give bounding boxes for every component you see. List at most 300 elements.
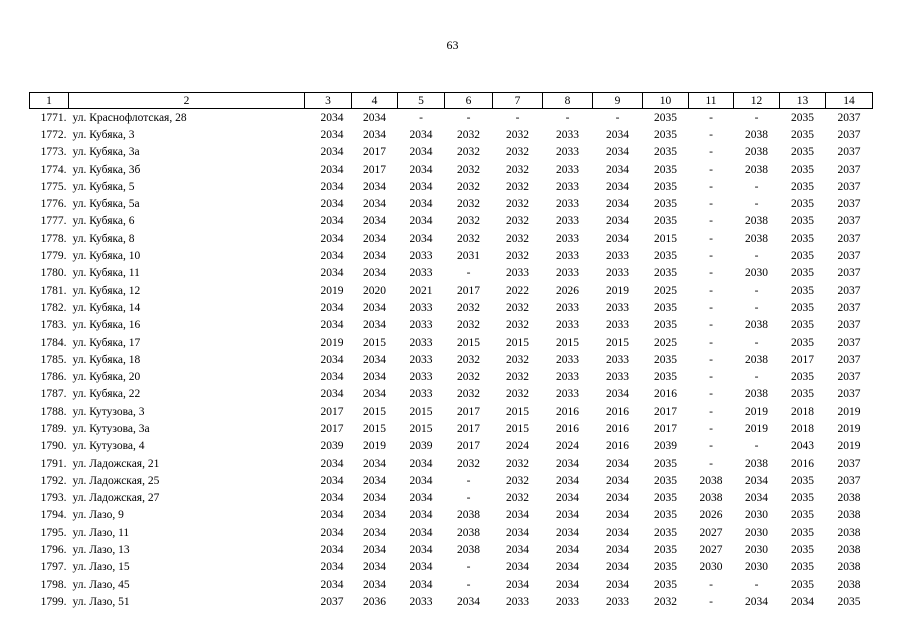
value-cell: 2034 xyxy=(606,232,629,245)
table-row xyxy=(30,403,873,420)
value-cell: 2035 xyxy=(791,336,814,349)
address-cell: ул. Лазо, 13 xyxy=(72,544,130,557)
value-cell: - xyxy=(754,440,759,453)
value-cell: 2038 xyxy=(837,526,861,539)
value-cell: 2034 xyxy=(506,509,529,522)
value-cell: 2034 xyxy=(320,561,344,574)
value-cell: 2034 xyxy=(320,128,344,141)
value-cell: 2034 xyxy=(363,180,386,193)
value-cell: 2037 xyxy=(837,163,861,176)
value-cell: 2034 xyxy=(320,319,344,332)
value-cell: 2032 xyxy=(457,301,480,314)
value-cell: 2017 xyxy=(363,163,386,176)
address-cell: ул. Кубяка, 5а xyxy=(72,198,140,211)
value-cell: 2034 xyxy=(363,232,386,245)
value-cell: 2035 xyxy=(654,128,677,141)
address-cell: ул. Краснофлотская, 28 xyxy=(72,111,187,124)
value-cell: 2034 xyxy=(409,215,433,228)
row-number-cell: 1772. xyxy=(40,128,67,141)
value-cell: 2034 xyxy=(606,146,629,159)
table-row xyxy=(30,524,873,541)
address-cell: ул. Кубяка, 5 xyxy=(72,180,135,193)
value-cell: 2033 xyxy=(606,301,629,314)
value-cell: 2021 xyxy=(409,284,433,297)
value-cell: 2033 xyxy=(556,250,579,263)
value-cell: 2034 xyxy=(363,526,386,539)
value-cell: 2033 xyxy=(556,388,579,401)
value-cell: 2035 xyxy=(791,578,814,591)
value-cell: 2038 xyxy=(837,544,861,557)
value-cell: 2037 xyxy=(837,128,861,141)
column-header-row-group xyxy=(30,93,873,109)
value-cell: 2035 xyxy=(654,146,677,159)
value-cell: - xyxy=(754,371,759,384)
value-cell: 2032 xyxy=(506,128,529,141)
value-cell: 2034 xyxy=(606,163,629,176)
page-number: 63 xyxy=(446,38,459,52)
table-row xyxy=(30,195,873,212)
value-cell: 2032 xyxy=(506,371,529,384)
value-cell: 2038 xyxy=(745,128,768,141)
value-cell: 2035 xyxy=(791,526,814,539)
address-cell: ул. Кубяка, 11 xyxy=(72,267,140,280)
value-cell: 2035 xyxy=(791,284,814,297)
table-row xyxy=(30,368,873,385)
value-cell: 2037 xyxy=(837,353,861,366)
value-cell: 2017 xyxy=(457,422,480,435)
value-cell: 2035 xyxy=(654,180,677,193)
value-cell: 2016 xyxy=(606,422,629,435)
column-header: 10 xyxy=(643,93,689,109)
value-cell: 2020 xyxy=(363,284,386,297)
value-cell: 2034 xyxy=(320,509,344,522)
value-cell: - xyxy=(754,198,759,211)
value-cell: - xyxy=(709,422,713,435)
value-cell: - xyxy=(709,111,713,124)
column-header: 5 xyxy=(398,93,445,109)
value-cell: 2034 xyxy=(506,578,529,591)
value-cell: 2032 xyxy=(506,474,529,487)
row-number-cell: 1784. xyxy=(40,336,67,349)
value-cell: 2034 xyxy=(363,198,386,211)
value-cell: 2015 xyxy=(606,336,629,349)
value-cell: 2032 xyxy=(457,146,480,159)
value-cell: 2035 xyxy=(791,180,814,193)
value-cell: 2032 xyxy=(457,457,480,470)
value-cell: 2016 xyxy=(791,457,814,470)
value-cell: 2035 xyxy=(791,509,814,522)
value-cell: 2034 xyxy=(409,544,433,557)
value-cell: 2039 xyxy=(654,440,677,453)
value-cell: 2033 xyxy=(556,232,579,245)
value-cell: - xyxy=(754,336,759,349)
value-cell: 2035 xyxy=(791,561,814,574)
value-cell: 2038 xyxy=(745,457,768,470)
value-cell: 2035 xyxy=(654,163,677,176)
row-number-cell: 1797. xyxy=(40,561,67,574)
value-cell: 2034 xyxy=(363,301,386,314)
value-cell: 2019 xyxy=(745,405,768,418)
value-cell: 2034 xyxy=(556,457,579,470)
address-cell: ул. Лазо, 15 xyxy=(72,561,130,574)
value-cell: - xyxy=(754,250,759,263)
value-cell: 2032 xyxy=(457,163,480,176)
value-cell: 2035 xyxy=(791,250,814,263)
value-cell: 2034 xyxy=(606,180,629,193)
value-cell: 2034 xyxy=(320,198,344,211)
value-cell: 2032 xyxy=(457,198,480,211)
value-cell: 2035 xyxy=(654,492,677,505)
row-number-cell: 1789. xyxy=(40,422,67,435)
value-cell: 2034 xyxy=(556,561,579,574)
value-cell: 2034 xyxy=(363,111,386,124)
table-row xyxy=(30,490,873,507)
value-cell: 2037 xyxy=(837,284,861,297)
value-cell: 2037 xyxy=(837,267,861,280)
value-cell: 2034 xyxy=(409,163,433,176)
value-cell: 2033 xyxy=(606,353,629,366)
table-row xyxy=(30,438,873,455)
value-cell: - xyxy=(515,111,520,124)
value-cell: 2034 xyxy=(409,128,433,141)
value-cell: 2022 xyxy=(506,284,529,297)
value-cell: - xyxy=(709,250,713,263)
value-cell: 2035 xyxy=(791,492,814,505)
value-cell: 2034 xyxy=(320,180,344,193)
address-cell: ул. Кутузова, 3 xyxy=(72,405,145,418)
value-cell: 2034 xyxy=(606,128,629,141)
value-cell: 2034 xyxy=(320,544,344,557)
value-cell: 2034 xyxy=(606,388,629,401)
value-cell: 2015 xyxy=(556,336,579,349)
value-cell: 2016 xyxy=(556,422,579,435)
value-cell: 2033 xyxy=(556,267,579,280)
value-cell: 2043 xyxy=(791,440,814,453)
column-header: 11 xyxy=(689,93,734,109)
value-cell: 2032 xyxy=(506,146,529,159)
value-cell: 2033 xyxy=(556,353,579,366)
value-cell: 2038 xyxy=(699,474,723,487)
value-cell: - xyxy=(754,301,759,314)
value-cell: 2033 xyxy=(556,198,579,211)
value-cell: 2034 xyxy=(409,526,433,539)
value-cell: 2034 xyxy=(409,474,433,487)
value-cell: 2015 xyxy=(506,405,529,418)
address-cell: ул. Лазо, 11 xyxy=(72,526,130,539)
address-cell: ул. Кубяка, 10 xyxy=(72,250,141,263)
value-cell: 2035 xyxy=(791,146,814,159)
address-cell: ул. Кубяка, 18 xyxy=(72,353,141,366)
value-cell: 2038 xyxy=(745,353,768,366)
value-cell: 2033 xyxy=(409,388,433,401)
value-cell: 2033 xyxy=(556,128,579,141)
value-cell: 2033 xyxy=(409,301,433,314)
value-cell: 2034 xyxy=(745,595,768,608)
value-cell: 2032 xyxy=(506,215,529,228)
address-cell: ул. Кубяка, 12 xyxy=(72,284,141,297)
value-cell: 2024 xyxy=(506,440,529,453)
value-cell: 2034 xyxy=(606,509,629,522)
value-cell: 2032 xyxy=(506,198,529,211)
value-cell: 2035 xyxy=(791,215,814,228)
row-number-cell: 1778. xyxy=(40,232,67,245)
value-cell: 2033 xyxy=(506,267,529,280)
value-cell: 2031 xyxy=(457,250,480,263)
value-cell: 2038 xyxy=(745,215,768,228)
row-number-cell: 1780. xyxy=(40,267,67,280)
value-cell: 2037 xyxy=(837,198,861,211)
value-cell: 2033 xyxy=(556,180,579,193)
row-number-cell: 1787. xyxy=(40,388,67,401)
value-cell: - xyxy=(754,578,759,591)
value-cell: 2032 xyxy=(457,371,480,384)
row-number-cell: 1799. xyxy=(40,595,67,608)
column-header: 7 xyxy=(493,93,543,109)
value-cell: 2037 xyxy=(837,388,861,401)
address-cell: ул. Кутузова, 4 xyxy=(72,440,145,453)
row-number-cell: 1773. xyxy=(40,146,67,159)
value-cell: 2033 xyxy=(506,595,529,608)
value-cell: - xyxy=(709,301,713,314)
value-cell: - xyxy=(615,111,620,124)
value-cell: 2035 xyxy=(791,198,814,211)
table-row xyxy=(30,126,873,143)
value-cell: - xyxy=(709,198,713,211)
column-header: 3 xyxy=(305,93,352,109)
value-cell: 2034 xyxy=(363,215,386,228)
value-cell: 2034 xyxy=(791,595,814,608)
value-cell: 2033 xyxy=(409,371,433,384)
value-cell: 2034 xyxy=(363,457,386,470)
table-row xyxy=(30,161,873,178)
value-cell: 2032 xyxy=(506,492,529,505)
table-row xyxy=(30,351,873,368)
value-cell: 2034 xyxy=(320,371,344,384)
value-cell: 2035 xyxy=(654,353,677,366)
value-cell: 2035 xyxy=(654,371,677,384)
row-number-cell: 1779. xyxy=(40,250,67,263)
value-cell: 2015 xyxy=(409,422,433,435)
value-cell: 2037 xyxy=(320,595,344,608)
value-cell: 2037 xyxy=(837,215,861,228)
value-cell: 2035 xyxy=(654,198,677,211)
value-cell: 2032 xyxy=(506,163,529,176)
value-cell: 2034 xyxy=(556,474,579,487)
value-cell: 2032 xyxy=(457,353,480,366)
value-cell: - xyxy=(709,215,713,228)
value-cell: 2037 xyxy=(837,232,861,245)
value-cell: 2034 xyxy=(409,146,433,159)
value-cell: 2018 xyxy=(791,405,814,418)
table-row xyxy=(30,420,873,437)
table-row xyxy=(30,317,873,334)
value-cell: 2038 xyxy=(837,509,861,522)
value-cell: 2034 xyxy=(363,474,386,487)
value-cell: 2034 xyxy=(409,198,433,211)
value-cell: 2034 xyxy=(606,544,629,557)
value-cell: 2035 xyxy=(654,215,677,228)
value-cell: 2032 xyxy=(506,301,529,314)
value-cell: 2038 xyxy=(837,561,861,574)
value-cell: 2030 xyxy=(745,526,768,539)
value-cell: 2017 xyxy=(791,353,814,366)
value-cell: - xyxy=(709,128,713,141)
value-cell: 2017 xyxy=(363,146,386,159)
value-cell: 2033 xyxy=(556,163,579,176)
value-cell: 2032 xyxy=(506,250,529,263)
value-cell: 2026 xyxy=(556,284,579,297)
value-cell: 2035 xyxy=(791,388,814,401)
value-cell: 2017 xyxy=(320,422,344,435)
row-number-cell: 1798. xyxy=(40,578,67,591)
value-cell: 2030 xyxy=(745,509,768,522)
value-cell: 2032 xyxy=(457,128,480,141)
address-cell: ул. Кубяка, 17 xyxy=(72,336,141,349)
value-cell: 2034 xyxy=(363,388,386,401)
value-cell: 2034 xyxy=(409,457,433,470)
value-cell: - xyxy=(709,232,713,245)
value-cell: 2033 xyxy=(606,595,629,608)
address-cell: ул. Кубяка, 16 xyxy=(72,319,141,332)
value-cell: 2032 xyxy=(457,319,480,332)
value-cell: 2035 xyxy=(791,128,814,141)
value-cell: 2035 xyxy=(654,457,677,470)
value-cell: 2017 xyxy=(457,440,480,453)
value-cell: 2033 xyxy=(409,353,433,366)
value-cell: 2034 xyxy=(363,561,386,574)
value-cell: - xyxy=(466,578,471,591)
value-cell: 2038 xyxy=(745,146,768,159)
address-cell: ул. Лазо, 9 xyxy=(72,509,124,522)
value-cell: - xyxy=(709,336,713,349)
table-row xyxy=(30,507,873,524)
value-cell: - xyxy=(709,457,713,470)
value-cell: 2032 xyxy=(506,319,529,332)
value-cell: - xyxy=(466,474,471,487)
value-cell: 2035 xyxy=(654,250,677,263)
value-cell: 2034 xyxy=(556,526,579,539)
value-cell: 2038 xyxy=(837,492,861,505)
value-cell: 2039 xyxy=(409,440,433,453)
value-cell: 2034 xyxy=(363,371,386,384)
value-cell: 2034 xyxy=(506,526,529,539)
value-cell: - xyxy=(466,561,471,574)
table-row xyxy=(30,144,873,161)
value-cell: - xyxy=(419,111,423,124)
row-number-cell: 1782. xyxy=(40,301,67,314)
value-cell: 2038 xyxy=(745,163,768,176)
value-cell: 2035 xyxy=(791,544,814,557)
value-cell: - xyxy=(709,371,713,384)
value-cell: 2034 xyxy=(320,215,344,228)
value-cell: - xyxy=(754,180,759,193)
value-cell: 2034 xyxy=(556,509,579,522)
value-cell: 2034 xyxy=(363,353,386,366)
value-cell: 2019 xyxy=(745,422,768,435)
value-cell: 2019 xyxy=(606,284,629,297)
value-cell: 2030 xyxy=(745,561,768,574)
value-cell: 2018 xyxy=(791,422,814,435)
table-row xyxy=(30,213,873,230)
address-cell: ул. Кубяка, 3 xyxy=(72,128,135,141)
table-row xyxy=(30,472,873,489)
row-number-cell: 1774. xyxy=(40,163,67,176)
value-cell: 2033 xyxy=(556,595,579,608)
address-cell: ул. Кубяка, 3б xyxy=(72,163,141,176)
value-cell: 2034 xyxy=(409,232,433,245)
value-cell: 2034 xyxy=(320,232,344,245)
table-body xyxy=(30,109,873,611)
value-cell: 2037 xyxy=(837,180,861,193)
column-header: 8 xyxy=(543,93,593,109)
table-row xyxy=(30,593,873,610)
value-cell: 2032 xyxy=(457,180,480,193)
value-cell: 2016 xyxy=(606,405,629,418)
value-cell: 2034 xyxy=(320,353,344,366)
value-cell: 2035 xyxy=(654,544,677,557)
value-cell: 2035 xyxy=(791,163,814,176)
address-cell: ул. Кубяка, 14 xyxy=(72,301,141,314)
value-cell: - xyxy=(709,578,713,591)
value-cell: 2034 xyxy=(320,250,344,263)
value-cell: - xyxy=(709,388,713,401)
value-cell: 2034 xyxy=(556,544,579,557)
value-cell: 2035 xyxy=(654,267,677,280)
row-number-cell: 1785. xyxy=(40,353,67,366)
value-cell: - xyxy=(565,111,570,124)
value-cell: 2032 xyxy=(457,215,480,228)
column-header: 2 xyxy=(69,93,305,109)
value-cell: 2019 xyxy=(837,440,861,453)
value-cell: 2025 xyxy=(654,284,677,297)
value-cell: 2033 xyxy=(606,250,629,263)
table-row xyxy=(30,455,873,472)
value-cell: - xyxy=(709,163,713,176)
table-row xyxy=(30,576,873,593)
value-cell: 2038 xyxy=(745,388,768,401)
value-cell: 2037 xyxy=(837,146,861,159)
value-cell: 2035 xyxy=(654,526,677,539)
value-cell: 2034 xyxy=(409,561,433,574)
value-cell: 2038 xyxy=(699,492,723,505)
value-cell: 2038 xyxy=(745,232,768,245)
value-cell: - xyxy=(709,405,713,418)
value-cell: 2034 xyxy=(606,578,629,591)
value-cell: 2034 xyxy=(363,267,386,280)
value-cell: 2034 xyxy=(409,509,433,522)
value-cell: 2037 xyxy=(837,474,861,487)
value-cell: 2015 xyxy=(363,336,386,349)
value-cell: 2032 xyxy=(506,388,529,401)
value-cell: - xyxy=(709,146,713,159)
row-number-cell: 1788. xyxy=(40,405,67,418)
value-cell: 2017 xyxy=(654,405,677,418)
value-cell: 2034 xyxy=(606,457,629,470)
value-cell: 2033 xyxy=(409,267,433,280)
value-cell: 2026 xyxy=(699,509,723,522)
value-cell: 2034 xyxy=(606,198,629,211)
value-cell: - xyxy=(466,267,471,280)
value-cell: 2032 xyxy=(506,180,529,193)
address-cell: ул. Ладожская, 21 xyxy=(72,457,160,470)
value-cell: - xyxy=(754,111,759,124)
value-cell: 2038 xyxy=(745,319,768,332)
address-cell: ул. Кубяка, 6 xyxy=(72,215,135,228)
address-cell: ул. Кубяка, 3а xyxy=(72,146,140,159)
table-row xyxy=(30,386,873,403)
table-row xyxy=(30,247,873,264)
value-cell: 2033 xyxy=(409,336,433,349)
